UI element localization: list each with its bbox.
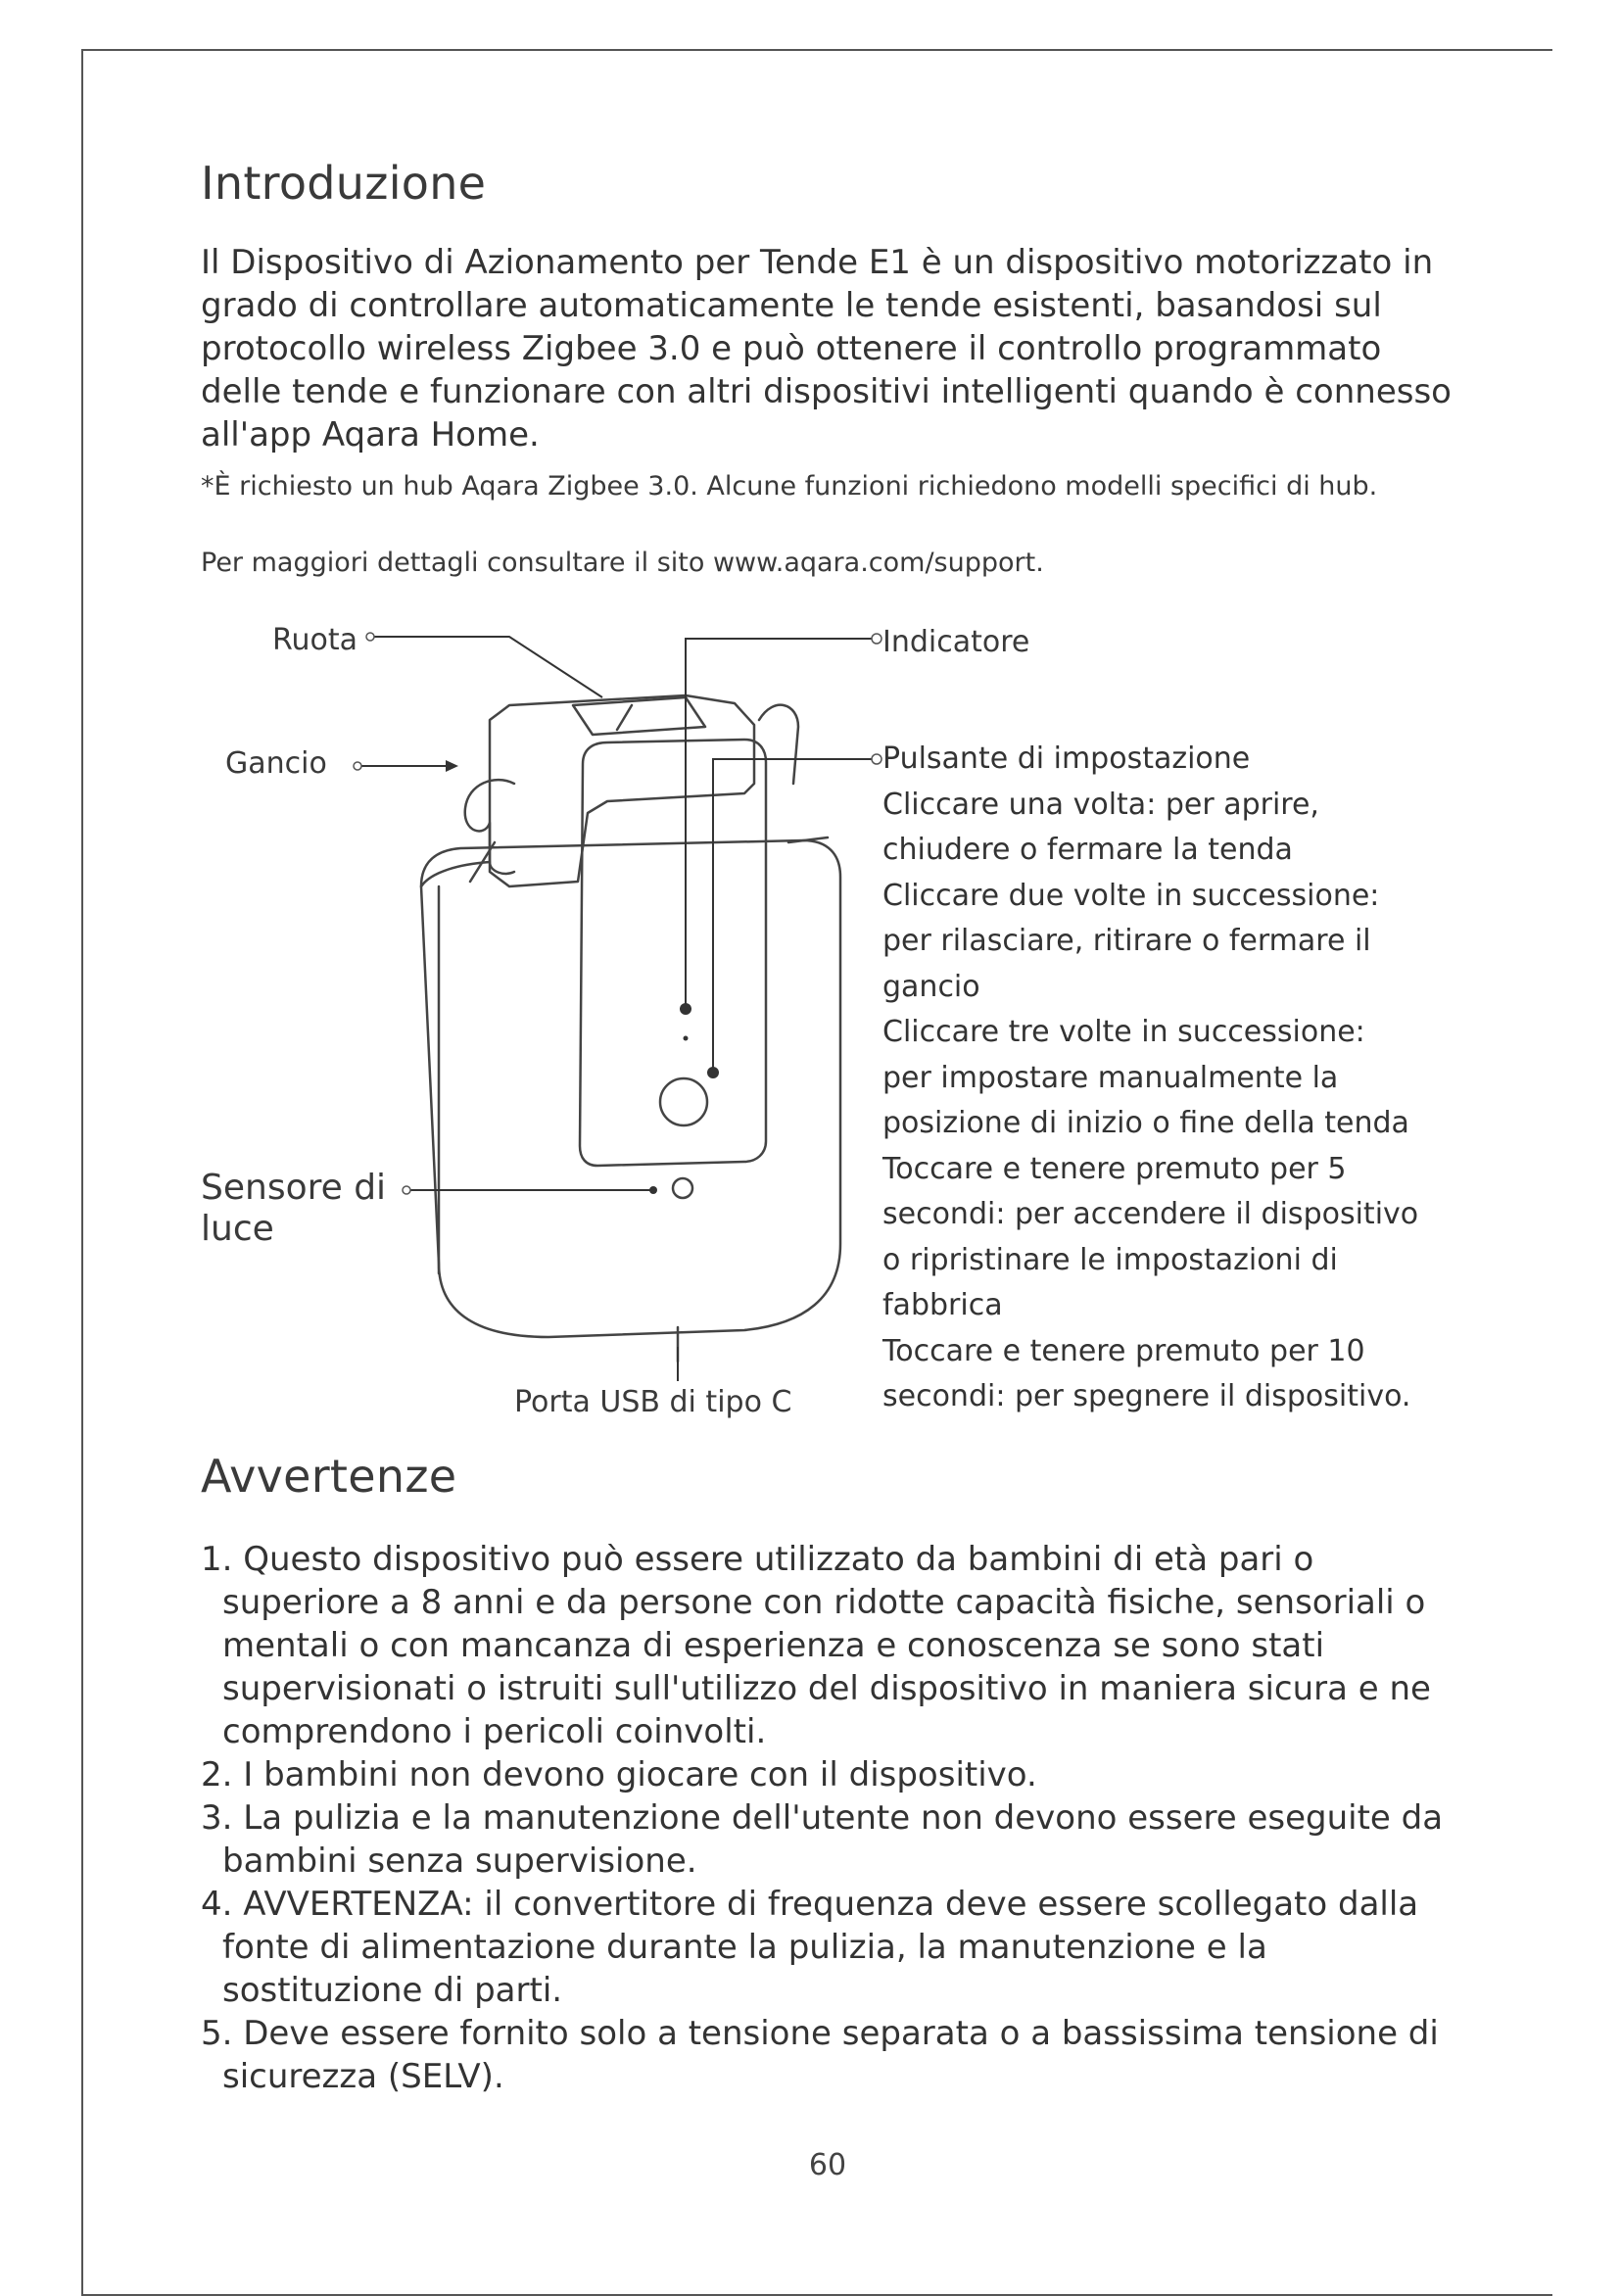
warnings-heading: Avvertenze <box>201 1450 457 1503</box>
warning-item: 2. I bambini non devono giocare con il dispositivo. <box>201 1755 1037 1794</box>
warning-item: 4. AVVERTENZA: il convertitore di frequenza deve essere scollegato dalla fonte di alimentazione durante la pulizia, la manutenzione e la sostituzione di parti. <box>201 1885 1419 2010</box>
device-body-outline <box>421 840 840 1337</box>
indicatore-leader <box>686 639 877 1009</box>
setup-line: Cliccare una volta: per aprire, <box>882 787 1319 822</box>
label-gancio: Gancio <box>225 746 327 781</box>
setup-line: chiudere o fermare la tenda <box>882 833 1293 867</box>
label-ruota: Ruota <box>272 623 358 657</box>
setup-line: secondi: per spegnere il dispositivo. <box>882 1379 1411 1413</box>
setup-line: secondi: per accendere il dispositivo <box>882 1197 1419 1231</box>
setup-line: per rilasciare, ritirare o fermare il <box>882 924 1371 958</box>
light-sensor-shape <box>673 1178 692 1198</box>
setup-button-callout <box>882 737 1418 1420</box>
warning-item: 1. Questo dispositivo può essere utilizzato da bambini di età pari o superiore a 8 anni e da persone con ridotte capacità fisiche, sensoriali o mentali o con mancanza di esperienza e conoscenza se sono stati supervisionati o istruiti sull'utilizzo del dispositivo in maniera sicura e ne comprendono i pericoli coinvolti. <box>201 1540 1431 1751</box>
label-usb: Porta USB di tipo C <box>514 1385 792 1419</box>
warnings-list <box>201 1538 1464 2098</box>
label-sensore-di-luce: Sensore di luce <box>201 1168 387 1249</box>
ruota-leader <box>370 637 602 697</box>
setup-button-title: Pulsante di impostazione <box>882 741 1251 776</box>
setup-line: posizione di inizio o fine della tenda <box>882 1106 1409 1140</box>
intro-paragraph: Il Dispositivo di Azionamento per Tende E1 è un dispositivo motorizzato in grado di controllare automaticamente le tende esistenti, basandosi sul protocollo wireless Zigbee 3.0 e può ottenere il controllo programmato delle tende e funzionare con altri dispositivi intelligenti quando è connesso all'app Aqara Home. <box>201 243 1452 454</box>
label-indicatore: Indicatore <box>882 625 1030 659</box>
setup-leader <box>713 759 877 1073</box>
warning-item: 3. La pulizia e la manutenzione dell'utente non devono essere eseguite da bambini senza supervisione. <box>201 1798 1444 1881</box>
hook-housing <box>490 695 754 886</box>
setup-button-shape <box>660 1078 707 1125</box>
setup-line: gancio <box>882 969 980 1004</box>
hub-note: *È richiesto un hub Aqara Zigbee 3.0. Alcune funzioni richiedono modelli specifici di hub. <box>201 471 1378 502</box>
page-number: 60 <box>808 2148 847 2182</box>
front-panel <box>580 740 766 1166</box>
intro-heading: Introduzione <box>201 157 487 210</box>
setup-line: Toccare e tenere premuto per 5 <box>882 1151 1347 1186</box>
setup-line: fabbrica <box>882 1288 1003 1322</box>
setup-line: per impostare manualmente la <box>882 1060 1339 1095</box>
setup-line: Cliccare tre volte in successione: <box>882 1015 1365 1049</box>
setup-line: Cliccare due volte in successione: <box>882 878 1380 913</box>
setup-line: o ripristinare le impostazioni di <box>882 1242 1338 1277</box>
setup-line: Toccare e tenere premuto per 10 <box>882 1333 1365 1368</box>
support-note: Per maggiori dettagli consultare il sito www.aqara.com/support. <box>201 548 1044 578</box>
warning-item: 5. Deve essere fornito solo a tensione separata o a bassissima tensione di sicurezza (SELV). <box>201 2014 1439 2096</box>
